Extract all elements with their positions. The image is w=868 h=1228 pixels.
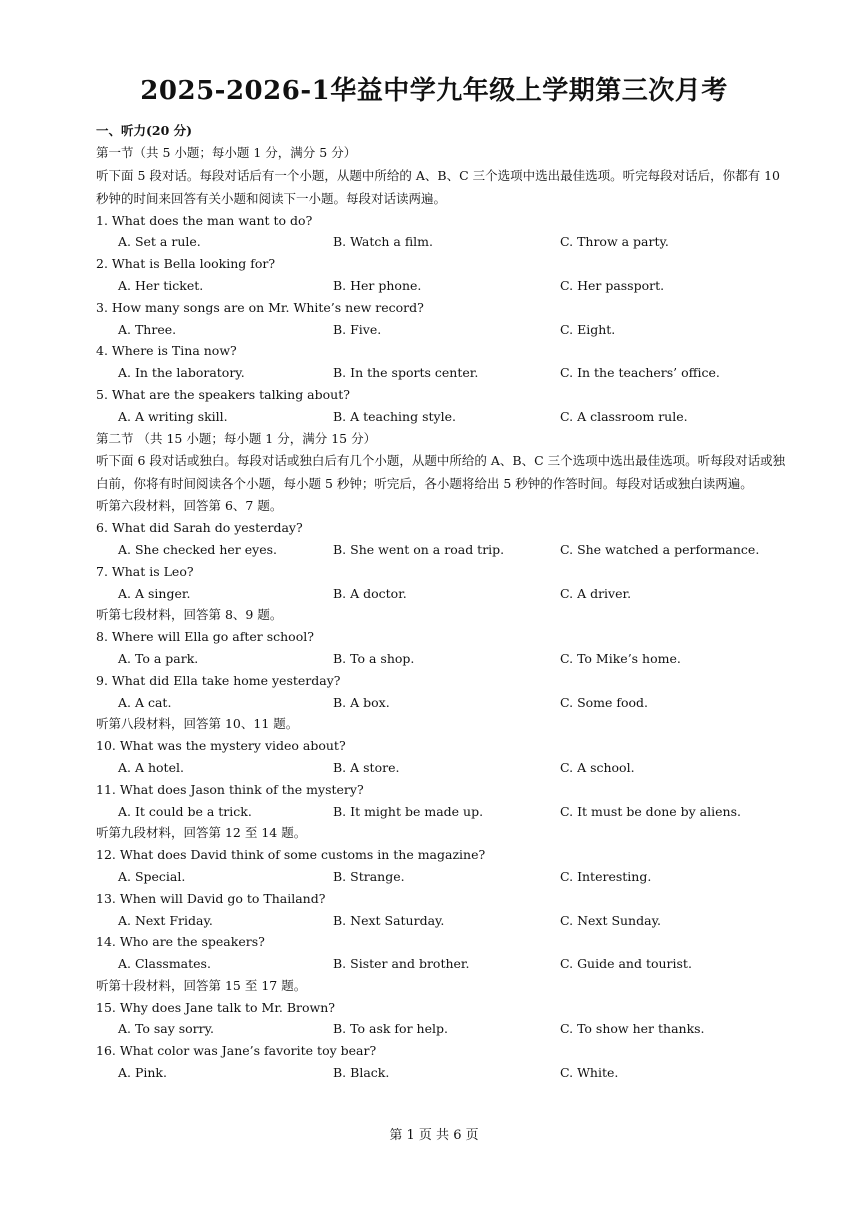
option-c: C. White. — [560, 1065, 619, 1081]
material-label: 听第八段材料，回答第 10、11 题。 — [96, 716, 299, 732]
options-row — [96, 231, 786, 253]
options-row — [96, 757, 786, 779]
option-c: C. Next Sunday. — [560, 912, 661, 928]
option-a: A. In the laboratory. — [118, 365, 245, 381]
options-row — [96, 910, 786, 932]
options-row — [96, 539, 786, 561]
options-row — [96, 648, 786, 670]
exam-title: 2025-2026-1华益中学九年级上学期第三次月考 — [140, 76, 728, 106]
part2-instructions: 听下面 6 段对话或独白。每段对话或独白后有几个小题，从题中所给的 A、B、C 三个选项中选出最佳选项。听每段对话或独白前，你将有时间阅读各个小题，每小题 5 秒钟；听完后，各小题将给出 5 秒钟的作答时间。每段对话或独白读两遍。 — [96, 453, 786, 492]
option-b: B. Next Saturday. — [333, 912, 445, 928]
options-row — [96, 319, 786, 341]
option-b: B. Strange. — [333, 868, 405, 884]
section-heading: 一、听力(20 分) — [96, 123, 193, 138]
option-b: B. To ask for help. — [333, 1021, 448, 1037]
option-a: A. A singer. — [118, 585, 191, 601]
material-label: 听第六段材料，回答第 6、7 题。 — [96, 498, 283, 514]
option-b: B. She went on a road trip. — [333, 541, 505, 557]
option-b: B. Black. — [333, 1065, 390, 1081]
options-row — [96, 801, 786, 823]
option-a: A. To say sorry. — [118, 1021, 215, 1037]
option-a: A. To a park. — [118, 650, 199, 666]
question-11: 11. What does Jason think of the mystery? — [96, 781, 364, 797]
question-7: 7. What is Leo? — [96, 563, 194, 579]
option-a: A. Her ticket. — [118, 277, 204, 293]
question-13: 13. When will David go to Thailand? — [96, 890, 326, 906]
option-c: C. Guide and tourist. — [560, 956, 692, 972]
question-14: 14. Who are the speakers? — [96, 934, 265, 950]
option-b: B. Five. — [333, 321, 382, 337]
option-b: B. In the sports center. — [333, 365, 479, 381]
question-16: 16. What color was Jane’s favorite toy bear? — [96, 1043, 377, 1059]
option-a: A. Classmates. — [118, 956, 211, 972]
option-b: B. A box. — [333, 694, 390, 710]
option-c: C. She watched a performance. — [560, 541, 760, 557]
question-9: 9. What did Ella take home yesterday? — [96, 672, 341, 688]
options-row — [96, 1062, 786, 1084]
option-a: A. Three. — [118, 321, 177, 337]
options-row — [96, 1018, 786, 1040]
option-a: A. It could be a trick. — [118, 803, 252, 819]
options-row — [96, 953, 786, 975]
option-b: B. A store. — [333, 759, 400, 775]
option-c: C. A school. — [560, 759, 635, 775]
question-5: 5. What are the speakers talking about? — [96, 386, 350, 402]
material-label: 听第七段材料，回答第 8、9 题。 — [96, 607, 283, 623]
question-2: 2. What is Bella looking for? — [96, 256, 276, 272]
options-row — [96, 362, 786, 384]
part1-heading: 第一节（共 5 小题；每小题 1 分，满分 5 分） — [96, 144, 357, 160]
option-c: C. Interesting. — [560, 868, 652, 884]
option-c: C. It must be done by aliens. — [560, 803, 741, 819]
option-c: C. In the teachers’ office. — [560, 365, 720, 381]
option-a: A. Pink. — [118, 1065, 167, 1081]
material-label: 听第十段材料，回答第 15 至 17 题。 — [96, 977, 307, 993]
option-a: A. A cat. — [118, 694, 172, 710]
question-15: 15. Why does Jane talk to Mr. Brown? — [96, 999, 336, 1015]
option-b: B. A teaching style. — [333, 408, 456, 424]
part1-instructions: 听下面 5 段对话。每段对话后有一个小题，从题中所给的 A、B、C 三个选项中选出最佳选项。听完每段对话后，你都有 10 秒钟的时间来回答有关小题和阅读下一小题。每段对话读两遍。 — [96, 167, 781, 206]
options-row — [96, 275, 786, 297]
question-3: 3. How many songs are on Mr. White’s new record? — [96, 299, 424, 315]
option-c: C. Some food. — [560, 694, 649, 710]
question-6: 6. What did Sarah do yesterday? — [96, 520, 303, 536]
part2-heading: 第二节 （共 15 小题；每小题 1 分，满分 15 分） — [96, 430, 377, 446]
page-number: 第 1 页 共 6 页 — [389, 1128, 479, 1143]
question-1: 1. What does the man want to do? — [96, 212, 313, 228]
option-b: B. Her phone. — [333, 277, 422, 293]
option-a: A. Set a rule. — [118, 234, 201, 250]
option-a: A. A hotel. — [118, 759, 184, 775]
option-c: C. Throw a party. — [560, 234, 669, 250]
options-row — [96, 866, 786, 888]
option-c: C. A driver. — [560, 585, 632, 601]
question-12: 12. What does David think of some customs in the magazine? — [96, 847, 486, 863]
option-a: A. She checked her eyes. — [118, 541, 277, 557]
option-a: A. Special. — [118, 868, 186, 884]
options-row — [96, 406, 786, 428]
exam-content — [96, 120, 786, 1084]
option-b: B. Sister and brother. — [333, 956, 470, 972]
option-b: B. To a shop. — [333, 650, 415, 666]
option-b: B. It might be made up. — [333, 803, 484, 819]
option-c: C. Her passport. — [560, 277, 665, 293]
option-c: C. To Mike’s home. — [560, 650, 681, 666]
option-c: C. Eight. — [560, 321, 616, 337]
option-b: B. A doctor. — [333, 585, 407, 601]
option-b: B. Watch a film. — [333, 234, 433, 250]
question-4: 4. Where is Tina now? — [96, 343, 237, 359]
options-row — [96, 583, 786, 605]
question-10: 10. What was the mystery video about? — [96, 738, 346, 754]
option-c: C. A classroom rule. — [560, 408, 688, 424]
material-label: 听第九段材料，回答第 12 至 14 题。 — [96, 825, 307, 841]
option-a: A. Next Friday. — [118, 912, 213, 928]
option-c: C. To show her thanks. — [560, 1021, 705, 1037]
option-a: A. A writing skill. — [118, 408, 228, 424]
options-row — [96, 692, 786, 714]
question-8: 8. Where will Ella go after school? — [96, 629, 314, 645]
